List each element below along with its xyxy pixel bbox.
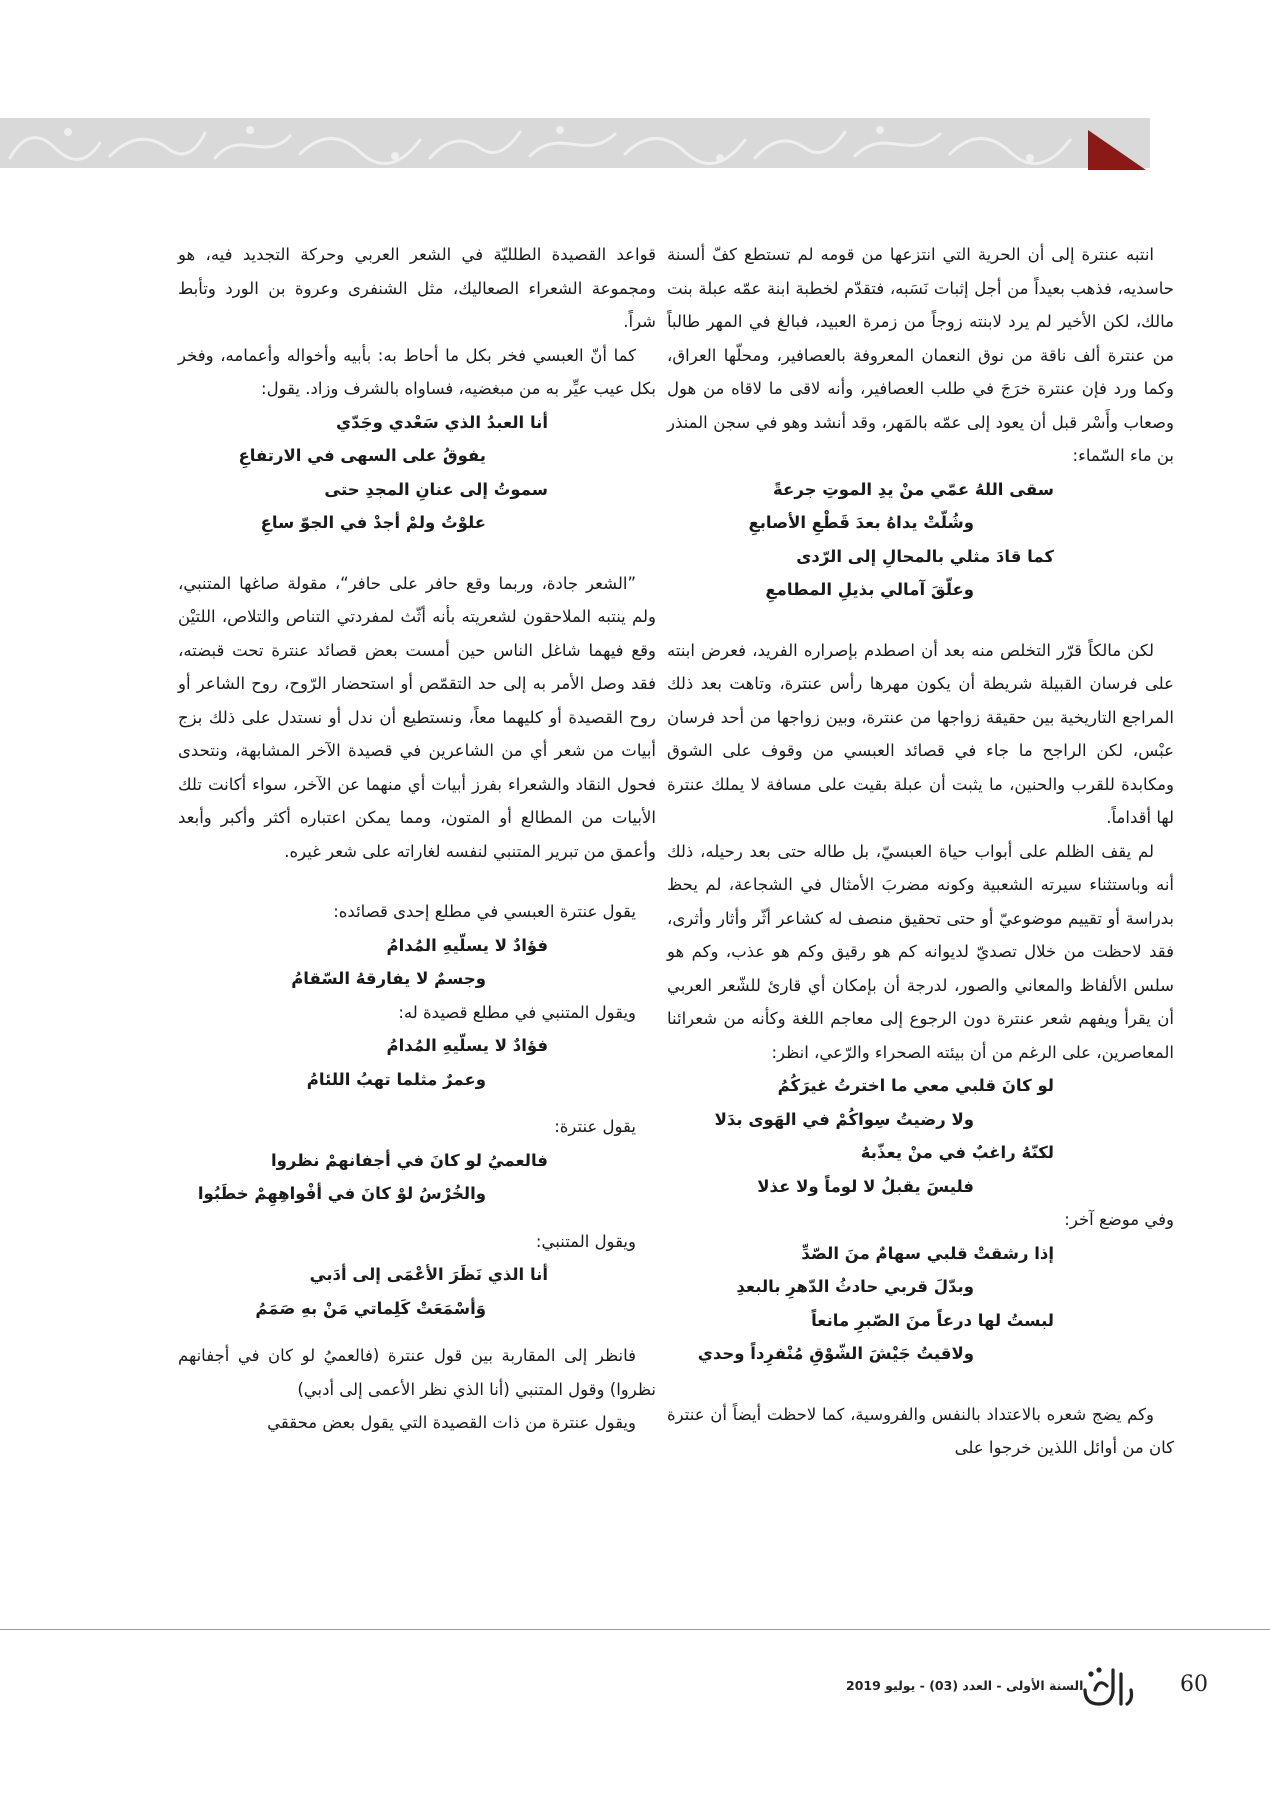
paragraph: قواعد القصيدة الطلليّة في الشعر العربي وحركة التجديد فيه، هو ومجموعة الشعراء الصعاليك، مثل الشنفرى وعروة بن الورد وتأبط شراً. [178, 245, 656, 331]
verse-line: وبدّلَ قربي حادثُ الدّهرِ بالبعدِ [736, 1277, 974, 1296]
paragraph: ويقول المتنبي: [535, 1231, 636, 1251]
verse-line: علوْتُ ولمْ أجدْ في الجوّ ساعِ [260, 513, 486, 532]
verse-line: يفوقُ على السهى في الارتفاعِ [238, 446, 486, 465]
verse-block [178, 1144, 656, 1211]
verse-line: فليسَ يقبلُ لا لوماً ولا عذلا [757, 1176, 974, 1196]
page-number: 60 [1180, 1672, 1208, 1697]
verse-line: لبستُ لها درعاً منَ الصّبرِ مانعاً [811, 1310, 1054, 1330]
corner-triangle-icon [1088, 130, 1148, 170]
paragraph: فانظر إلى المقاربة بين قول عنترة (فالعميُ لو كان في أجفانهم نظروا) وقول المتنبي (أنا الذي نظر الأعمى إلى أدبي) [178, 1346, 656, 1399]
paragraph: انتبه عنترة إلى أن الحرية التي انتزعها من قومه لم تستطع كفّ ألسنة حاسديه، فذهب بعيداً من أجل إثبات نَسَبه، فتقدّم لخطبة ابنة عمّه عبلة بنت مالك، لكن الأخير لم يرد لابنته زوجاً من زمرة العبيد، فبالغ في المهر طالباً من عنترة ألف ناقة من نوق النعمان المعروفة بالعصافير، ومحلّها العراق، وكما ورد فإن عنترة خرَجَ في طلب العصافير، وأنه لاقى ما لاقاه من هول وصعاب وأَسْر قبل أن يعود إلى عمّه بالمَهر، وقد أنشد وهو في سجن المنذر بن ماء السّماء: [667, 245, 1174, 465]
left-column [178, 238, 656, 1440]
verse-line: لو كانَ قلبي معي ما اخترتُ غيرَكُمُ [777, 1076, 1054, 1095]
verse-line: سموتُ إلى عنانِ المجدِ حتى [324, 479, 548, 499]
verse-block [178, 406, 656, 540]
verse-block [178, 929, 656, 996]
paragraph: يقول عنترة: [554, 1117, 636, 1136]
right-column [667, 238, 1174, 1465]
paragraph: ويقول عنترة من ذات القصيدة التي يقول بعض محققي [267, 1413, 636, 1432]
verse-line: وشُلّتْ يداهُ بعدَ قَطْعِ الأصابعِ [748, 513, 974, 532]
verse-block [178, 1029, 656, 1096]
verse-line: أنا الذي نَظَرَ الأعْمَى إلى أدَبي [309, 1265, 548, 1284]
paragraph: كما أنّ العبسي فخر بكل ما أحاط به: بأبيه وأخواله وأعمامه، وفخر بكل عيب عيِّر به من مبغضيه، فساواه بالشرف وزاد. يقول: [178, 345, 656, 398]
verse-block [667, 1237, 1174, 1371]
verse-line: وجسمٌ لا يفارقهُ السّقامُ [291, 969, 486, 988]
verse-line: سقى اللهُ عمّي منْ يدِ الموتِ جرعةً [773, 479, 1054, 499]
verse-line: فالعميُ لو كانَ في أجفانهمْ نظروا [271, 1150, 548, 1170]
verse-line: وَأسْمَعَتْ كَلِماتي مَنْ بهِ صَمَمُ [255, 1298, 486, 1318]
verse-line: أنا العبدُ الذي سَعْدي وجَدّي [336, 412, 548, 432]
verse-line: ولاقيتُ جَيْشَ الشّوْقِ مُنْفرِداً وحدي [697, 1344, 974, 1363]
magazine-logo-icon [1077, 1660, 1137, 1712]
paragraph: يقول عنترة العبسي في مطلع إحدى قصائده: [333, 902, 636, 921]
paragraph: ”الشعر جادة، وربما وقع حافر على حافر“، مقولة صاغها المتنبي، ولم ينتبه الملاحقون لشعريته بأنه أثّث لمفردتي التناص والتلاص، اللتيْن وقع فيهما شاغل الناس حين أمست بعض قصائد عنترة تحت قبضته، فقد وصل الأمر به إلى حد التقمّص أو استحضار الرّوح، روح الشاعر أو روح القصيدة أو كليهما معاً، ونستطيع أن ندل أو نستدل على ذلك بزج أبيات من شعر أي من الشاعرين في قصيدة الآخر المشابهة، ونتحدى فحول النقاد والشعراء بفرز أبيات أي منهما عن الآخر، سواء أكانت تلك الأبيات من المطالع أو المتون، ومما يمكن اعتباره أكثر وأكبر وأبعد وأعمق من تبرير المتنبي لنفسه لغاراته على شعر غيره. [178, 573, 656, 861]
paragraph: وكم يضج شعره بالاعتداد بالنفس والفروسية، كما لاحظت أيضاً أن عنترة كان من أوائل اللذين خرجوا على [667, 1404, 1174, 1457]
verse-line: والخُرْسُ لوْ كانَ في أفْواهِهِمْ خطَبُوا [197, 1184, 486, 1203]
verse-block [178, 1258, 656, 1325]
verse-block [667, 1069, 1174, 1203]
calligraphy-banner-icon [0, 118, 1270, 168]
verse-line: فؤادٌ لا يسلّيهِ المُدامُ [386, 935, 548, 955]
verse-line: لكنّهُ راغبٌ في منْ يعذّبهُ [860, 1143, 1054, 1162]
verse-block [667, 473, 1174, 607]
footer-divider [0, 1629, 1270, 1630]
verse-line: ولا رضيتُ سِواكُمْ في الهَوى بدَلا [714, 1109, 974, 1129]
paragraph: لم يقف الظلم على أبواب حياة العبسيّ، بل طاله حتى بعد رحيله، ذلك أنه وباستثناء سيرته الشعبية وكونه مضربَ الأمثال في الشجاعة، لم يحظ بدراسة أو تقييم موضوعيّ أو حتى تحقيق منصف له كشاعر أثّر وأثار وأثرى، فقد لاحظت من خلال تصديّ لديوانه كم هو رقيق وكم هو عذب، وكم هو سلس الألفاظ والمعاني والصور، لدرجة أن بإمكان أي قارئ للشّعر العربي أن يقرأ ويفهم شعر عنترة دون الرجوع إلى معاجم اللغة وكأنه من شعرائنا المعاصرين، على الرغم من أن بيئته الصحراء والرّعي، انظر: [667, 841, 1174, 1062]
paragraph: لكن مالكاً قرّر التخلص منه بعد أن اصطدم بإصراره الفريد، فعرض ابنته على فرسان القبيلة شريطة أن يكون مهرها رأس عنترة، وتاهت بعد ذلك المراجع التاريخية بين حقيقة زواجها من عنترة، وبين زواجها من أحد فرسان عبْس، لكن الراجح ما جاء في قصائد العبسي من وقوف على الشوق ومكابدة للقرب والحنين، ما يثبت أن عبلة بقيت على مسافة لا يملك عنترة لها أقداماً. [667, 640, 1174, 827]
paragraph: ويقول المتنبي في مطلع قصيدة له: [398, 1002, 636, 1022]
verse-line: وعلّقَ آمالي بذيلِ المطامعِ [765, 580, 974, 599]
header-banner [0, 118, 1270, 168]
paragraph: وفي موضع آخر: [1064, 1210, 1174, 1229]
verse-line: وعمرٌ مثلما تهبُ اللئامُ [306, 1069, 486, 1089]
verse-line: كما قادَ مثلي بالمحالِ إلى الرّدى [796, 546, 1054, 566]
issue-info: السنة الأولى - العدد (03) - يوليو 2019 [846, 1678, 1084, 1693]
verse-line: فؤادٌ لا يسلّيهِ المُدامُ [386, 1036, 548, 1055]
verse-line: إذا رشقتْ قلبي سهامٌ منَ الصّدِّ [801, 1243, 1054, 1263]
